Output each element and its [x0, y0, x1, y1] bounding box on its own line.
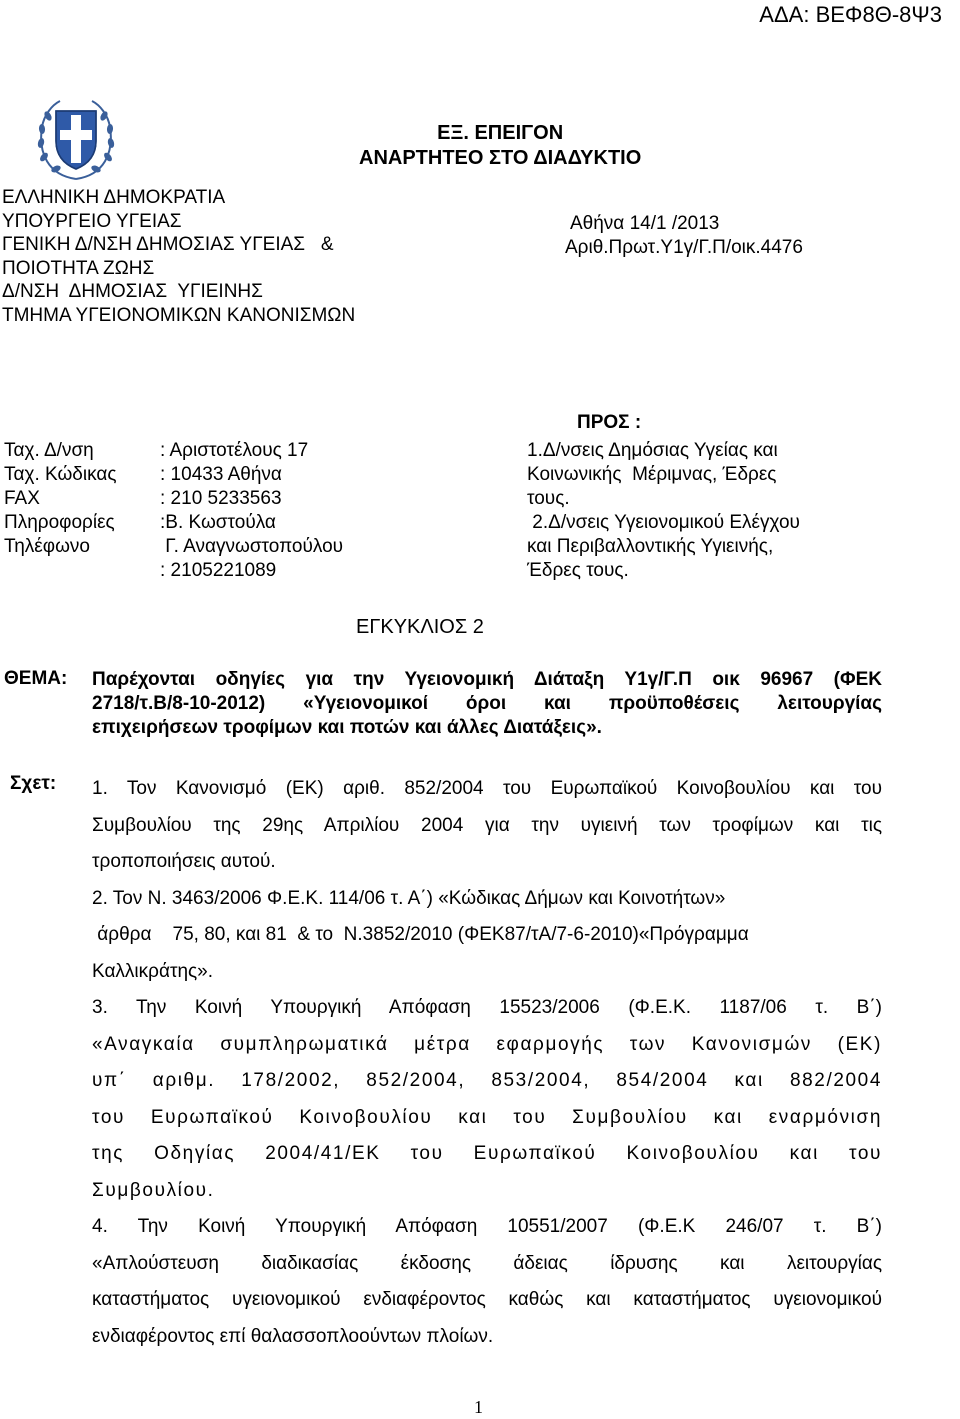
- address-value: : 210 5233563: [160, 488, 282, 509]
- address-row: [4, 535, 343, 559]
- reference-line: τροποποιήσεις αυτού.: [92, 851, 276, 872]
- address-row: [4, 487, 343, 511]
- address-value: :Β. Κωστούλα: [160, 512, 276, 533]
- references-label: Σχετ:: [10, 773, 57, 794]
- recipient-line: Κοινωνικής Μέριμνας, Έδρες: [527, 464, 777, 485]
- subject-line: 2718/τ.Β/8-10-2012) «Υγειονομικοί όροι και προϋποθέσεις λειτουργίας: [92, 693, 882, 714]
- urgent-line: ΑΝΑΡΤΗΤΕΟ ΣΤΟ ΔΙΑΔΥΚΤΙΟ: [359, 147, 642, 169]
- urgent-line: ΕΞ. ΕΠΕΙΓΟΝ: [437, 122, 564, 144]
- subject-text: [92, 668, 882, 740]
- reference-line: Καλλικράτης».: [92, 960, 214, 982]
- subject-line: επιχειρήσεων τροφίμων και ποτών και άλλες Διατάξεις».: [92, 717, 602, 738]
- address-label: Ταχ. Κώδικας: [4, 464, 117, 485]
- greek-coat-of-arms-icon: [34, 97, 118, 183]
- recipient-line: 1.Δ/νσεις Δημόσιας Υγείας και: [527, 440, 778, 461]
- reference-line: 4. Την Κοινή Υπουργική Απόφαση 10551/2007 (Φ.Ε.Κ 246/07 τ. Β΄): [92, 1216, 882, 1237]
- reference-line: «Αναγκαία συμπληρωματικά μέτρα εφαρμογής των Κανονισμών (ΕΚ): [92, 1033, 882, 1055]
- recipient-line: τους.: [527, 488, 570, 509]
- reference-line: του Ευρωπαϊκού Κοινοβουλίου και του Συμβουλίου και εναρμόνιση: [92, 1106, 882, 1128]
- address-label: Πληροφορίες: [4, 512, 115, 533]
- recipient-line: και Περιβαλλοντικής Υγιεινής,: [527, 536, 774, 557]
- header-line: ΕΛΛΗΝΙΚΗ ΔΗΜΟΚΡΑΤΙΑ: [2, 187, 226, 208]
- address-label: FAX: [4, 488, 40, 509]
- urgent-notice: [359, 121, 641, 171]
- reference-line: 2. Τον Ν. 3463/2006 Φ.Ε.Κ. 114/06 τ. Α΄) «Κώδικας Δήμων και Κοινοτήτων»: [92, 887, 726, 909]
- recipient-line: 2.Δ/νσεις Υγειονομικού Ελέγχου: [527, 512, 800, 533]
- address-label: [4, 559, 160, 583]
- subject-line: Παρέχονται οδηγίες για την Υγειονομική Διάταξη Υ1γ/Γ.Π οικ 96967 (ΦΕΚ: [92, 669, 882, 690]
- address-row: [4, 439, 343, 463]
- address-label: Ταχ. Δ/νση: [4, 440, 94, 461]
- address-row: [4, 463, 343, 487]
- address-value: Γ. Αναγνωστοπούλου: [160, 536, 344, 557]
- address-row: [4, 559, 343, 583]
- address-value: : Αριστοτέλους 17: [160, 440, 309, 461]
- header-line: ΤΜΗΜΑ ΥΓΕΙΟΝΟΜΙΚΩΝ ΚΑΝΟΝΙΣΜΩΝ: [2, 304, 356, 326]
- header-line: Δ/ΝΣΗ ΔΗΜΟΣΙΑΣ ΥΓΙΕΙΝΗΣ: [2, 281, 263, 302]
- recipients-title: ΠΡΟΣ :: [577, 412, 642, 433]
- header-line: ΓΕΝΙΚΗ Δ/ΝΣΗ ΔΗΜΟΣΙΑΣ ΥΓΕΙΑΣ &: [2, 234, 334, 255]
- reference-line: της Οδηγίας 2004/41/ΕΚ του Ευρωπαϊκού Κοινοβουλίου και του: [92, 1143, 882, 1164]
- reference-line: «Απλούστευση διαδικασίας έκδοσης άδειας ίδρυσης και λειτουργίας: [92, 1252, 882, 1274]
- reference-line: Συμβουλίου της 29ης Απριλίου 2004 για την υγιεινή των τροφίμων και τις: [92, 814, 882, 836]
- reference-line: καταστήματος υγειονομικού ενδιαφέροντος καθώς και καταστήματος υγειονομικού: [92, 1289, 882, 1310]
- reference-line: 1. Τον Κανονισμό (ΕΚ) αριθ. 852/2004 του Ευρωπαϊκού Κοινοβουλίου και του: [92, 778, 882, 799]
- references-list: [92, 771, 882, 1355]
- protocol-number: Αριθ.Πρωτ.Υ1γ/Γ.Π/οικ.4476: [565, 237, 803, 258]
- page-number: 1: [474, 1397, 483, 1417]
- recipient-line: Έδρες τους.: [527, 560, 629, 581]
- header-line: ΥΠΟΥΡΓΕΙΟ ΥΓΕΙΑΣ: [2, 210, 182, 232]
- document-date: Αθήνα 14/1 /2013: [570, 213, 720, 234]
- recipients-list: [527, 439, 800, 583]
- contact-details: [4, 439, 343, 583]
- reference-line: υπ΄ αριθμ. 178/2002, 852/2004, 853/2004, 854/2004 και 882/2004: [92, 1070, 882, 1091]
- address-label: Τηλέφωνο: [4, 536, 90, 557]
- reference-line: 3. Την Κοινή Υπουργική Απόφαση 15523/2006 (Φ.Ε.Κ. 1187/06 τ. Β΄): [92, 997, 882, 1018]
- address-value: : 10433 Αθήνα: [160, 464, 282, 485]
- reference-line: Συμβουλίου.: [92, 1179, 215, 1201]
- address-row: [4, 511, 343, 535]
- authority-header: [2, 186, 355, 327]
- ada-code: ΑΔΑ: ΒΕΦ8Θ-8Ψ3: [759, 2, 942, 27]
- subject-label: ΘΕΜΑ:: [4, 668, 68, 689]
- address-value: : 2105221089: [160, 560, 277, 581]
- reference-line: ενδιαφέροντος επί θαλασσοπλοούντων πλοίων.: [92, 1325, 494, 1347]
- header-line: ΠΟΙΟΤΗΤΑ ΖΩΗΣ: [2, 257, 155, 279]
- reference-line: άρθρα 75, 80, και 81 & το Ν.3852/2010 (ΦΕΚ87/τΑ/7-6-2010)«Πρόγραμμα: [92, 924, 749, 945]
- circular-title: ΕΓΚΥΚΛΙΟΣ 2: [356, 616, 484, 638]
